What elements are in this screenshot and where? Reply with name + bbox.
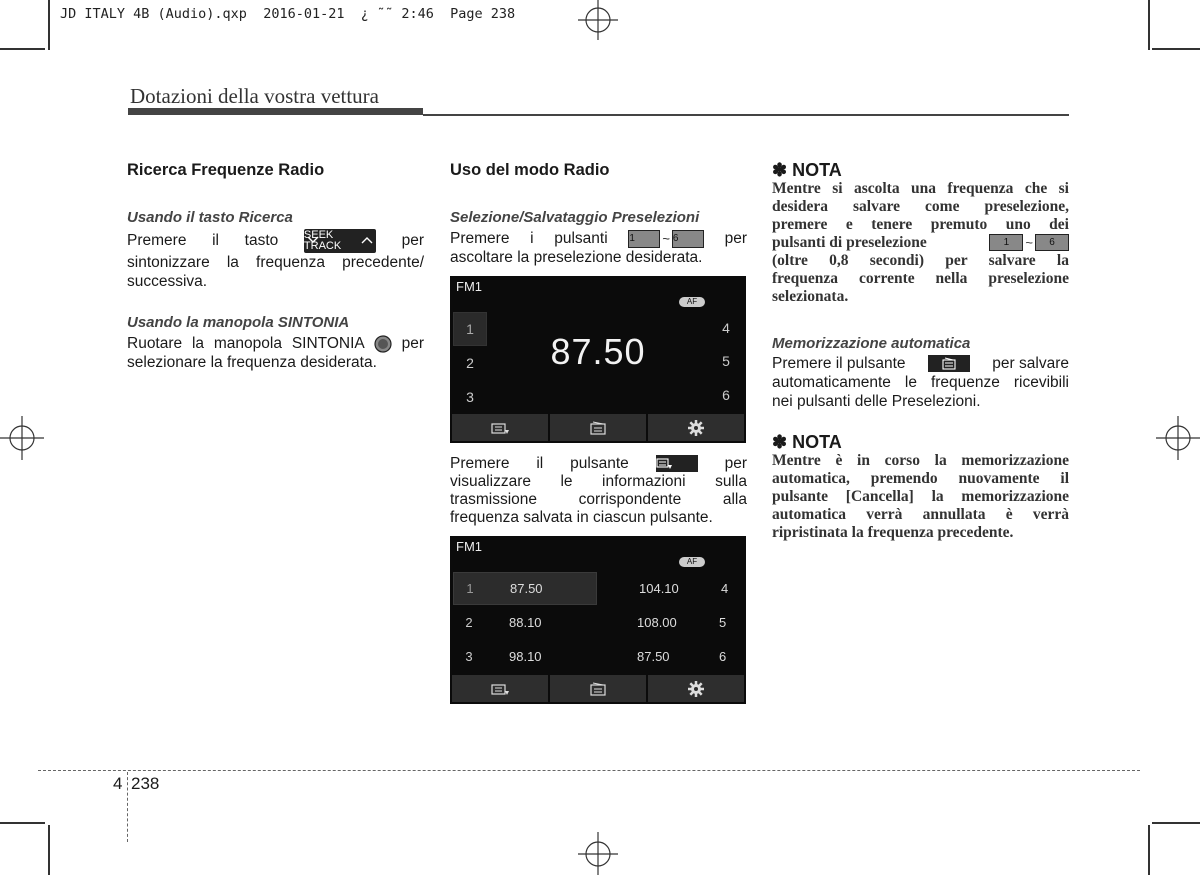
preset-5[interactable]: [599, 605, 741, 639]
left-column: [127, 161, 424, 372]
preset-2[interactable]: [453, 605, 595, 639]
subheading: Usando la manopola SINTONIA: [127, 314, 350, 331]
tuning-knob-icon: [374, 335, 392, 353]
info-list-icon: [491, 682, 509, 696]
page-number: 238: [131, 774, 160, 793]
paragraph-line: sintonizzare la frequenza precedente/: [127, 254, 424, 271]
preset-3[interactable]: [453, 639, 595, 673]
preset-frequency: 98.10: [509, 648, 542, 664]
paragraph-line: ascoltare la preselezione desiderata.: [450, 249, 703, 267]
paragraph-line: trasmissione corrispondente alla: [450, 491, 747, 508]
bottom-bar: [452, 414, 744, 441]
paragraph-line: visualizzare le informazioni sulla: [450, 473, 747, 490]
band-label: FM1: [456, 539, 482, 554]
bottom-bar: [452, 675, 744, 702]
nota-line: selezionata.: [772, 288, 849, 305]
preset-number: 6: [719, 648, 727, 664]
nota-line: premere e tenere premuto uno dei: [772, 216, 1069, 233]
af-badge: AF: [679, 297, 705, 307]
registration-mark: [578, 0, 622, 40]
af-badge: AF: [679, 557, 705, 567]
registration-mark: [578, 832, 622, 875]
preset-number: 4: [721, 581, 729, 596]
nota-line: desidera salvare come preselezione,: [772, 198, 1069, 215]
nota-line: ripristinata la frequenza precedente.: [772, 524, 1014, 541]
text: Premere il pulsante: [772, 355, 906, 372]
preset-6[interactable]: [599, 639, 741, 673]
info-list-button-icon: [656, 455, 698, 472]
nota-line: automatica verrà annullata è verrà: [772, 506, 1069, 523]
preset-number: 2: [465, 614, 473, 630]
subheading: Memorizzazione automatica: [772, 335, 971, 352]
crop-mark: [1152, 822, 1200, 824]
text: Premere il pulsante: [450, 455, 629, 472]
preset-5[interactable]: 5: [722, 353, 730, 369]
crop-mark: [48, 825, 50, 875]
nota-line: [772, 234, 1069, 252]
preset-2[interactable]: 2: [466, 355, 474, 371]
auto-store-icon: [942, 357, 956, 370]
heading: Ricerca Frequenze Radio: [127, 161, 325, 179]
paragraph-line: frequenza salvata in ciascun pulsante.: [450, 509, 713, 526]
preset-6-button: 6: [1035, 234, 1069, 251]
auto-store-button[interactable]: [550, 414, 646, 441]
preset-frequency: 108.00: [637, 614, 677, 630]
nota-text: [772, 452, 1069, 542]
nota-line: pulsante [Cancella] la memorizzazione: [772, 488, 1069, 505]
middle-paragraph-2: [450, 455, 747, 527]
preset-1[interactable]: 1: [453, 312, 487, 346]
preset-list: [453, 572, 743, 673]
preset-4[interactable]: 4: [722, 320, 730, 336]
preset-row: [453, 572, 743, 605]
info-list-icon: [491, 421, 509, 435]
paragraph: [450, 229, 747, 248]
info-list-button[interactable]: [452, 414, 548, 441]
preset-column-right: [709, 312, 743, 412]
band-label: FM1: [456, 279, 482, 294]
preset-number: 1: [466, 581, 474, 596]
nota-line: frequenza corrente nella preselezione: [772, 270, 1069, 287]
nota-heading: ✽ NOTA: [772, 432, 842, 452]
nota-heading: ✽ NOTA: [772, 160, 842, 180]
text: Ruotare la manopola SINTONIA: [127, 335, 364, 352]
crop-mark: [0, 822, 45, 824]
preset-number: 3: [465, 648, 473, 664]
text: pulsanti di preselezione: [772, 234, 927, 251]
nota-line: Mentre è in corso la memorizzazione: [772, 452, 1069, 469]
radio-preset-list-screen: [450, 536, 746, 704]
section-title: Dotazioni della vostra vettura: [130, 84, 379, 108]
subheading: Usando il tasto Ricerca: [127, 209, 293, 226]
paragraph: [127, 334, 424, 353]
preset-frequency: 88.10: [509, 614, 542, 630]
paragraph-line: nei pulsanti delle Preselezioni.: [772, 393, 981, 410]
preset-3[interactable]: 3: [466, 389, 474, 405]
auto-store-button-icon: [928, 355, 970, 372]
registration-mark: [1156, 416, 1200, 460]
crop-mark: [1148, 825, 1150, 875]
preset-frequency: 104.10: [639, 581, 679, 596]
print-header: JD ITALY 4B (Audio).qxp 2016-01-21 ¿ ˜˜ 2:46 Page 238: [60, 6, 516, 22]
settings-button[interactable]: [648, 675, 744, 702]
preset-1[interactable]: [453, 572, 597, 605]
title-rule-thin: [423, 114, 1069, 116]
title-rule: [128, 108, 423, 115]
gear-icon: [688, 681, 704, 697]
footer-divider: [127, 772, 128, 842]
preset-6-button: 6: [672, 230, 704, 248]
preset-number: 5: [719, 614, 727, 630]
paragraph: [127, 229, 424, 253]
nota-line: (oltre 0,8 secondi) per salvare la: [772, 252, 1069, 269]
crop-mark: [48, 0, 50, 50]
seek-track-button: [304, 229, 376, 253]
auto-store-button[interactable]: [550, 675, 646, 702]
paragraph-line: selezionare la frequenza desiderata.: [127, 354, 377, 371]
seek-label: SEEK: [303, 229, 334, 241]
text: per salvare: [992, 355, 1069, 372]
crop-mark: [0, 48, 45, 50]
crop-mark: [1152, 48, 1200, 50]
auto-store-icon: [590, 421, 606, 435]
preset-column-left: [453, 312, 487, 412]
preset-row: [453, 605, 743, 639]
text: per: [401, 232, 424, 250]
subheading: Selezione/Salvataggio Preselezioni: [450, 209, 700, 226]
tilde: ~: [1025, 235, 1033, 250]
info-list-button[interactable]: [452, 675, 548, 702]
track-label: TRACK: [303, 240, 342, 252]
heading: Uso del modo Radio: [450, 161, 610, 179]
text: Premere i pulsanti: [450, 230, 608, 247]
preset-1-button: 1: [628, 230, 660, 248]
text: per: [724, 230, 747, 247]
preset-row: [453, 639, 743, 673]
info-list-icon: [656, 457, 672, 470]
radio-screen: [450, 276, 746, 443]
nota-line: Mentre si ascolta una frequenza che si: [772, 180, 1069, 197]
nota-line: automatica, premendo nuovamente il: [772, 470, 1069, 487]
nota-text: [772, 180, 1069, 306]
preset-frequency: 87.50: [637, 648, 670, 664]
paragraph-line: automaticamente le frequenze ricevibili: [772, 374, 1069, 391]
gear-icon: [688, 420, 704, 436]
preset-range: [628, 229, 704, 248]
preset-frequency: 87.50: [510, 581, 543, 596]
paragraph: [450, 455, 747, 473]
preset-range: [989, 234, 1069, 252]
footer-rule: [38, 770, 1140, 771]
auto-store-icon: [590, 682, 606, 696]
tilde: ~: [662, 231, 670, 247]
chevron-up-icon: [361, 235, 373, 245]
text: per: [401, 335, 425, 352]
frequency-display: 87.50: [550, 331, 646, 372]
right-column: [772, 161, 1069, 542]
settings-button[interactable]: [648, 414, 744, 441]
text: Premere il tasto: [127, 232, 279, 250]
paragraph-line: successiva.: [127, 273, 208, 290]
preset-1-button: 1: [989, 234, 1023, 251]
preset-4[interactable]: [601, 572, 743, 605]
text: per: [724, 455, 747, 472]
chapter-number: 4: [113, 774, 123, 793]
registration-mark: [0, 416, 44, 460]
paragraph: [772, 354, 1069, 373]
preset-6[interactable]: 6: [722, 387, 730, 403]
middle-column: [450, 161, 747, 267]
crop-mark: [1148, 0, 1150, 50]
